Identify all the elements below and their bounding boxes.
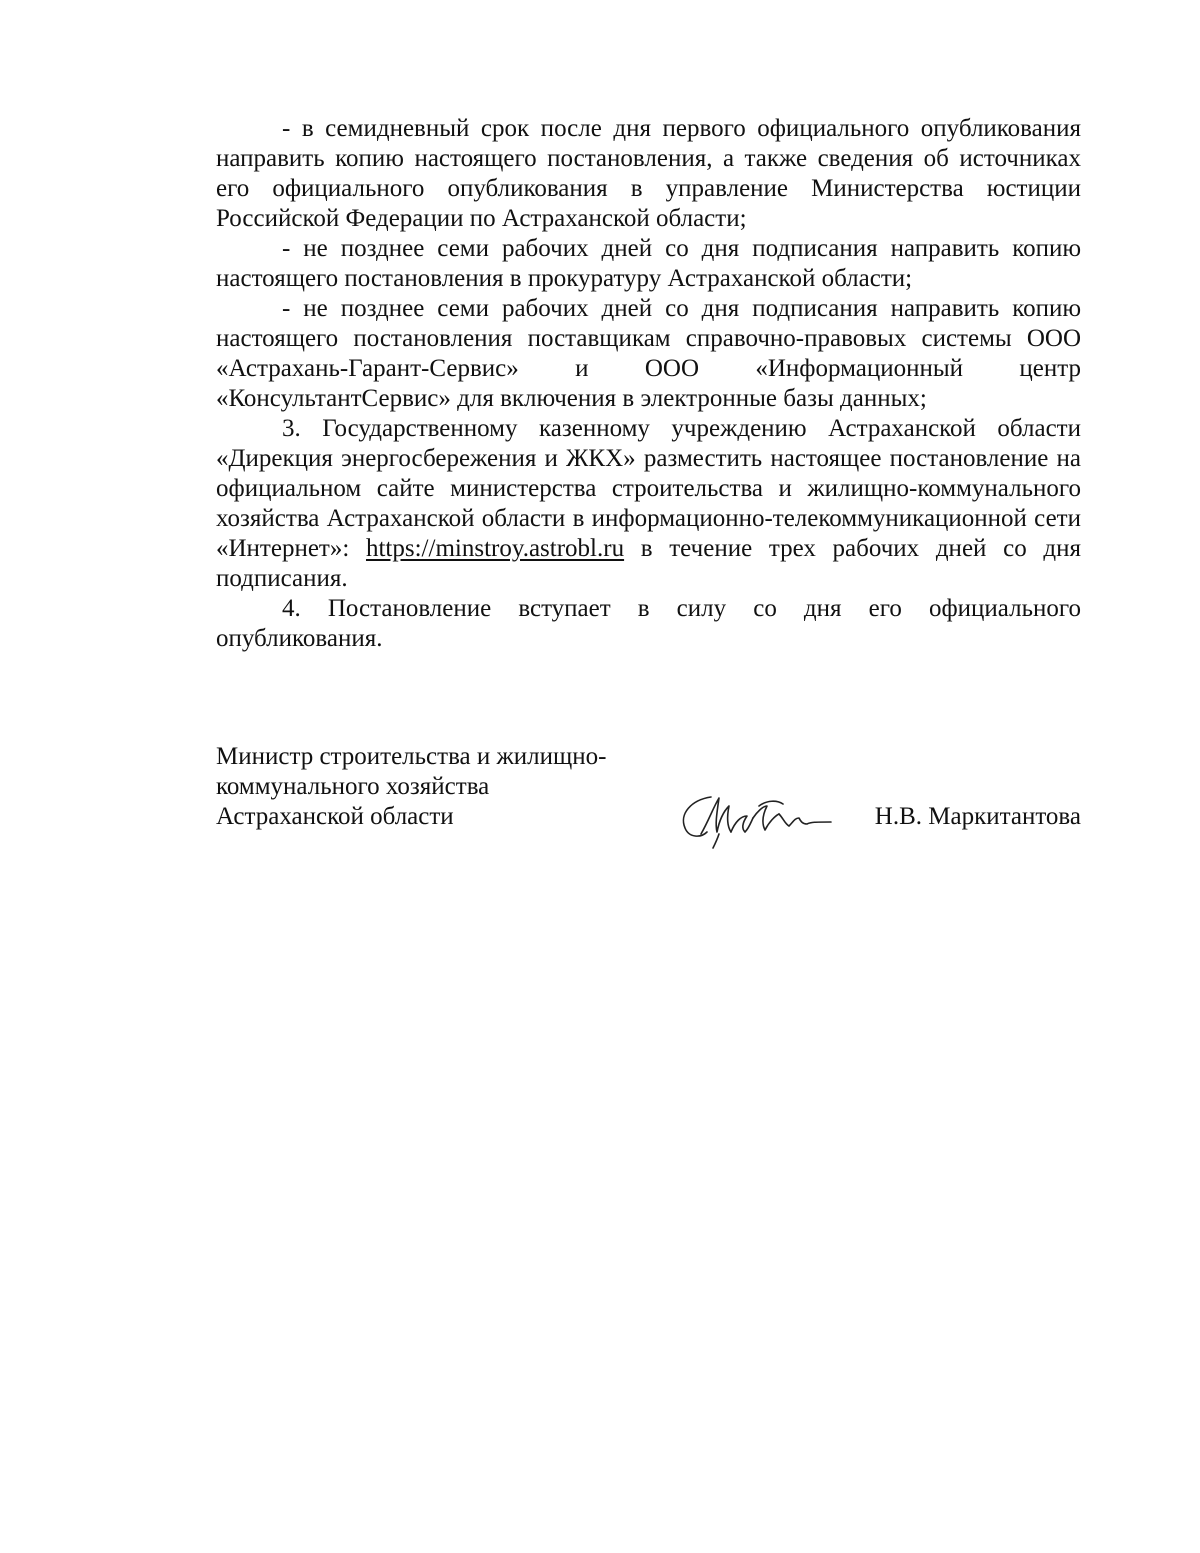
minstroy-website-link[interactable]: https://minstroy.astrobl.ru (365, 535, 625, 562)
paragraph-ministry-of-justice: - в семидневный срок после дня первого официального опубликования направить копию настоящего постановления, а также сведения об источниках его официального опубликования в управление Министерства юстиции Российской Федерации по Астраханской области; (216, 115, 1081, 232)
signer-name: Н.В. Маркитантова (874, 803, 1081, 830)
signer-title-line: Министр строительства и жилищно- (216, 743, 607, 770)
signer-title-line: коммунального хозяйства (216, 773, 490, 800)
document-body (216, 114, 1081, 654)
paragraph-3-publication (216, 414, 1081, 594)
paragraph-legal-systems: - не позднее семи рабочих дней со дня подписания направить копию настоящего постановления поставщикам справочно-правовых системы ООО «Астрахань-Гарант-Сервис» и ООО «Информационный центр «КонсультантСервис» для включения в электронные базы данных; (216, 295, 1081, 412)
paragraph-3-text-end: в течение трех рабочих дней со дня подписания. (216, 535, 1081, 592)
signature-block (216, 742, 1081, 832)
paragraph-4-effective-date: 4. Постановление вступает в силу со дня его официального опубликования. (216, 595, 1081, 652)
signer-title-line: Астраханской области (216, 803, 454, 830)
handwritten-signature (671, 782, 851, 852)
paragraph-prosecutor: - не позднее семи рабочих дней со дня подписания направить копию настоящего постановления в прокуратуру Астраханской области; (216, 235, 1081, 292)
signer-title (216, 742, 636, 832)
paragraph-3-text-start: 3. Государственному казенному учреждению Астраханской области «Дирекция энергосбережения и ЖКХ» разместить настоящее постановление на официальном сайте министерства строительства и жилищно-коммунального хозяйства Астраханской области в информационно-телекоммуникационной сети «Интернет»: (216, 415, 1081, 562)
